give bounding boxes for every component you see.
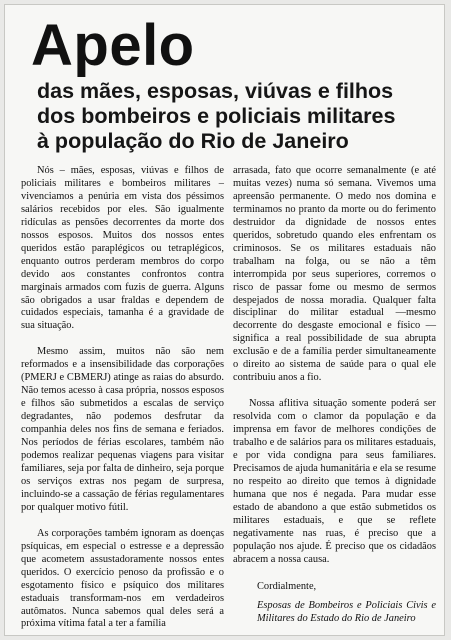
subheadline-line: dos bombeiros e policiais militares [37,104,396,128]
paragraph: As corporações também ignoram as doenças psíquicas, em especial o estresse e a depressão que acometem assustadoramente nossos entes queridos. O exercício penoso da profissão e o esgotamento físico e psíquico dos militares estaduais transformam-nos em verdadeiros autômatos. Nunca sabemos qual deles será a próxima vítima fatal a ter a família [21,527,224,630]
headline: Apelo [31,13,195,78]
left-column [21,165,224,631]
paragraph: Mesmo assim, muitos não são nem reformados e a insensibilidade das corporações (PMERJ e CBMERJ) atinge as raias do absurdo. Não temos acesso à casa própria, nossos esposos e filhos são submetidos a escalas de serviço degradantes, não podemos desfrutar da companhia deles nos fins de semana e feriados. Nos períodos de férias escolares, também não podemos realizar pequenas viagens para visitar familiares, seja por falta de dinheiro, seja porque os serviços extras nos pegam de surpresa, incluindo-se a cassação de férias regulamentares por qualquer motivo fútil. [21,346,224,513]
paragraph: arrasada, fato que ocorre semanalmente (e até muitas vezes) numa só semana. Vivemos uma apreensão permanente. O medo nos domina e terminamos no pranto da morte ou do ferimento destruidor da dignidade de nossos entes queridos, sobretudo quando eles enfrentam os criminosos. Se os militares estaduais não trabalham na folga, ou se não a têm interrompida por seus superiores, corremos o risco de passar fome ou mesmo de sermos despejados de nossa moradia. Qualquer falta disciplinar do militar estadual —mesmo decorrente do desgaste emocional e físico — significa a real possibilidade de sua abrupta exclusão e de a família perder simultaneamente o direito ao sistema de saúde para o qual ele contribuiu anos a fio. [233,165,436,384]
subheadline [37,79,437,154]
document-page [4,4,445,636]
signature-byline: Esposas de Bombeiros e Policiais Civis e Militares do Estado do Rio de Janeiro [257,599,436,624]
right-column [233,165,436,625]
subheadline-line: à população do Rio de Janeiro [37,129,349,153]
subheadline-line: das mães, esposas, viúvas e filhos [37,79,394,103]
closing-line: Cordialmente, [257,580,317,592]
paragraph: Nós – mães, esposas, viúvas e filhos de policiais militares e bombeiros militares – vivenciamos a penúria em vista dos péssimos salários recebidos por eles. São igualmente ridículas as pensões decorrentes da morte dos nossos esposos. Muitos dos nossos entes queridos estão paraplégicos ou tetraplégicos, enquanto outros perderam membros do corpo devido aos constantes confrontos contra marginais armados com fuzis de guerra. Alguns são obrigados a usar fraldas e dependem de cuidados especiais, tamanha é a gravidade de sua situação. [21,165,224,332]
paragraph: Nossa aflitiva situação somente poderá ser resolvida com o clamor da população e da imprensa em favor de melhores condições de trabalho e de salários para os militares estaduais, e por vida condigna para seus familiares. Precisamos de ajuda humanitária e ela se resume no respeito ao direito que temos à dignidade humana que nos é negada. Para mudar esse estado de abandono a que estão submetidos os militares estaduais, e que se reflete negativamente nas ruas, é preciso que a população nos ajude. É preciso que os cidadãos abracem a nossa causa. [233,398,436,565]
signature-block [233,581,436,626]
